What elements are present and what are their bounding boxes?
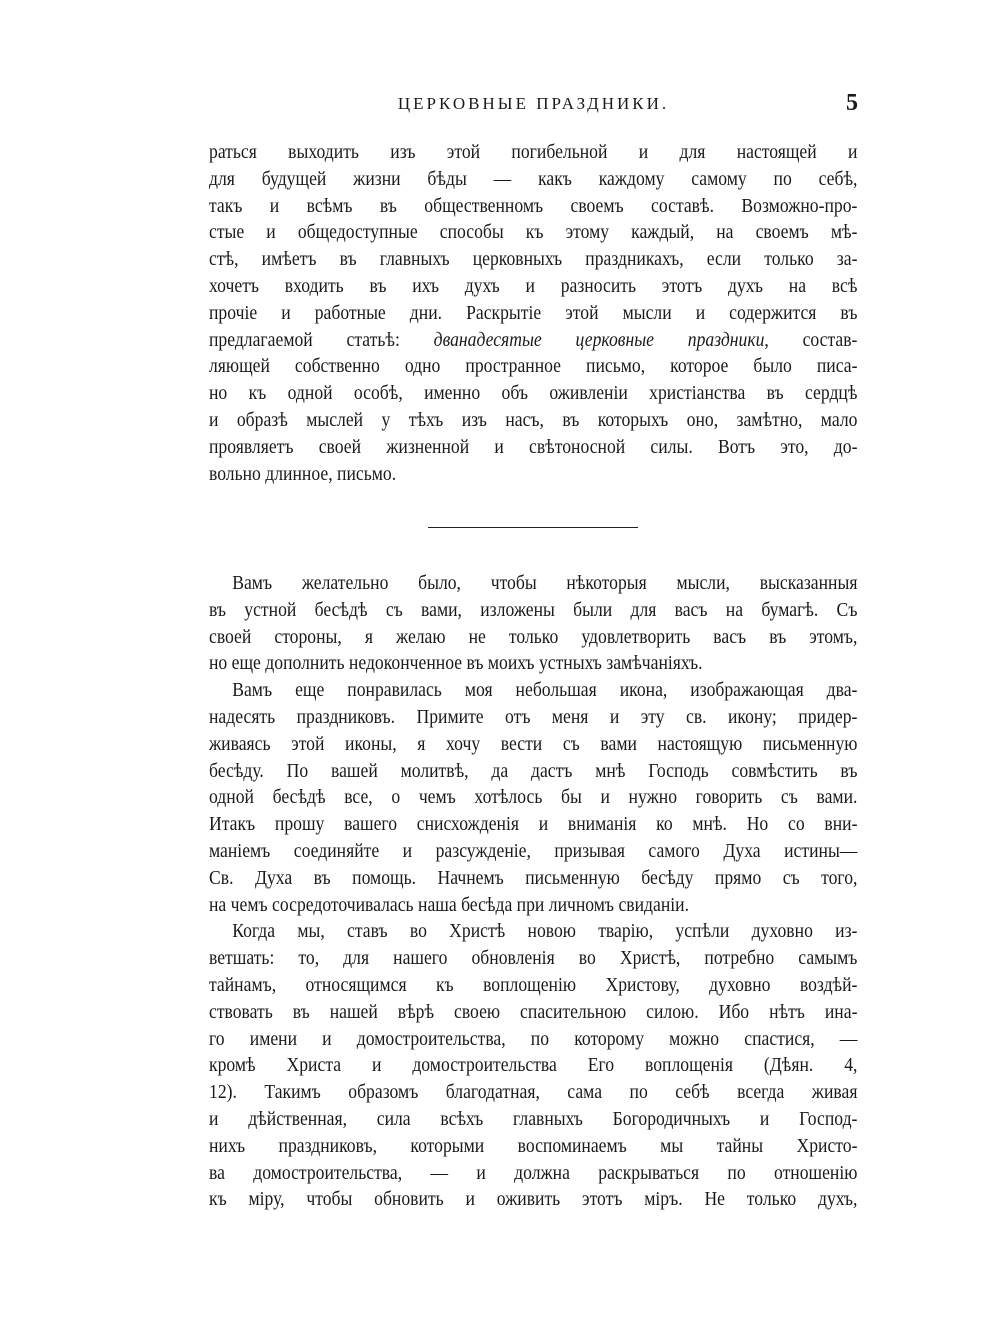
text-line: [209, 219, 857, 246]
text-line: [209, 1106, 857, 1133]
text-line: [209, 972, 857, 999]
italic-title: дванадесятые церковные праздники: [433, 328, 765, 351]
line-text: Когда мы, ставъ во Христѣ новою тварію, успѣли духовно из-: [232, 920, 858, 943]
line-text: ва домостроительства, — и должна раскрываться по отношенію: [209, 1161, 858, 1184]
text-line: [209, 650, 857, 677]
line-text: хочетъ входить въ ихъ духъ и разносить этотъ духъ на всѣ: [209, 274, 858, 297]
text-line: [209, 353, 857, 380]
text-line: [209, 273, 857, 300]
line-text: стѣ, имѣетъ въ главныхъ церковныхъ праздникахъ, если только за-: [209, 248, 858, 271]
line-text: для будущей жизни бѣды — какъ каждому самому по себѣ,: [209, 167, 858, 190]
text-line: [209, 380, 857, 407]
line-text: го имени и домостроительства, по которому можно спастися, —: [209, 1027, 858, 1050]
line-text: , состав-: [764, 328, 858, 351]
line-text: вольно длинное, письмо.: [209, 462, 397, 485]
line-text: бесѣду. По вашей молитвѣ, да дастъ мнѣ Господь совмѣстить въ: [209, 759, 858, 782]
text-line: [209, 1052, 857, 1079]
line-text: живаясь этой иконы, я хочу вести съ вами настоящую письменную: [209, 732, 858, 755]
text-line: [209, 570, 857, 597]
line-text: въ устной бесѣдѣ съ вами, изложены были для васъ на бумагѣ. Съ: [209, 598, 858, 621]
line-text: къ міру, чтобы обновить и оживить этотъ міръ. Не только духъ,: [209, 1188, 858, 1211]
text-line: [209, 166, 857, 193]
line-text: маніемъ соединяйте и разсужденіе, призывая самого Духа истины—: [209, 839, 858, 862]
line-text: ветшать: то, для нашего обновленія во Христѣ, потребно самымъ: [209, 947, 858, 970]
line-text: тайнамъ, относящимся къ воплощенію Христову, духовно воздѣй-: [209, 973, 858, 996]
letter-body: [209, 570, 858, 1213]
line-text: и дѣйственная, сила всѣхъ главныхъ Богородичныхъ и Господ-: [209, 1107, 858, 1130]
line-text: одной бесѣдѣ все, о чемъ хотѣлось бы и нужно говорить съ вами.: [209, 786, 858, 809]
text-line: [209, 731, 857, 758]
text-line: [209, 139, 857, 166]
line-text: и образѣ мыслей у тѣхъ изъ насъ, въ которыхъ оно, замѣтно, мало: [209, 408, 858, 431]
text-line: [209, 865, 857, 892]
text-line: [209, 193, 857, 220]
line-text: предлагаемой статьѣ:: [209, 328, 434, 351]
text-line: [209, 892, 857, 919]
text-line: [209, 1079, 857, 1106]
text-line: [209, 407, 857, 434]
text-line: [209, 434, 857, 461]
text-line: [209, 704, 857, 731]
line-text: надесять праздниковъ. Примите отъ меня и эту св. икону; придер-: [209, 705, 858, 728]
text-line: [209, 918, 857, 945]
text-line: [209, 999, 857, 1026]
text-line: [209, 677, 857, 704]
line-text: ствовать въ нашей вѣрѣ своею спасительною силою. Ибо нѣтъ ина-: [209, 1000, 858, 1023]
text-line: [209, 597, 857, 624]
line-text: но еще дополнить недоконченное въ моихъ устныхъ замѣчаніяхъ.: [209, 652, 703, 675]
line-text: но къ одной особѣ, именно объ оживленіи христіанства въ сердцѣ: [209, 382, 858, 405]
running-title: ЦЕРКОВНЫЕ ПРАЗДНИКИ.: [397, 94, 670, 113]
line-text: такъ и всѣмъ въ общественномъ своемъ составѣ. Возможно-про-: [209, 194, 858, 217]
text-line: [209, 811, 857, 838]
line-text: нихъ праздниковъ, которыми воспоминаемъ мы тайны Христо-: [209, 1134, 858, 1157]
section-divider: [428, 527, 638, 528]
text-line: [209, 1026, 857, 1053]
text-line: [209, 784, 857, 811]
line-text: Вамъ еще понравилась моя небольшая икона, изображающая два-: [232, 679, 858, 702]
line-text: Итакъ прошу вашего снисхожденія и вниманія ко мнѣ. Но со вни-: [209, 813, 858, 836]
line-text: Вамъ желательно было, чтобы нѣкоторыя мысли, высказанныя: [232, 572, 858, 594]
line-text: ляющей собственно одно пространное письмо, которое было писа-: [209, 355, 858, 378]
line-text: стые и общедоступные способы къ этому каждый, на своемъ мѣ-: [209, 221, 858, 244]
text-line: [209, 1133, 857, 1160]
text-line: [209, 327, 857, 354]
line-text: прочіе и работные дни. Раскрытіе этой мысли и содержится въ: [209, 301, 858, 324]
line-text: своей стороны, я желаю не только удовлетворить васъ въ этомъ,: [209, 625, 858, 648]
text-line: [209, 246, 857, 273]
text-line: [209, 1186, 857, 1213]
line-text: раться выходить изъ этой погибельной и для настоящей и: [209, 141, 858, 163]
text-line: [209, 758, 857, 785]
intro-paragraph: [209, 139, 858, 487]
text-line: [209, 300, 857, 327]
page-header: [209, 90, 858, 120]
line-text: кромѣ Христа и домостроительства Его воплощенія (Дѣян. 4,: [209, 1054, 858, 1077]
text-line: [209, 945, 857, 972]
text-line: [209, 461, 857, 488]
text-line: [209, 838, 857, 865]
page-number: 5: [846, 90, 858, 116]
line-text: 12). Такимъ образомъ благодатная, сама по себѣ всегда живая: [209, 1081, 858, 1104]
line-text: на чемъ сосредоточивалась наша бесѣда при личномъ свиданіи.: [209, 893, 690, 916]
text-line: [209, 624, 857, 651]
line-text: проявляетъ своей жизненной и свѣтоносной силы. Вотъ это, до-: [209, 435, 858, 458]
line-text: Св. Духа въ помощь. Начнемъ письменную бесѣду прямо съ того,: [209, 866, 858, 889]
text-line: [209, 1160, 857, 1187]
